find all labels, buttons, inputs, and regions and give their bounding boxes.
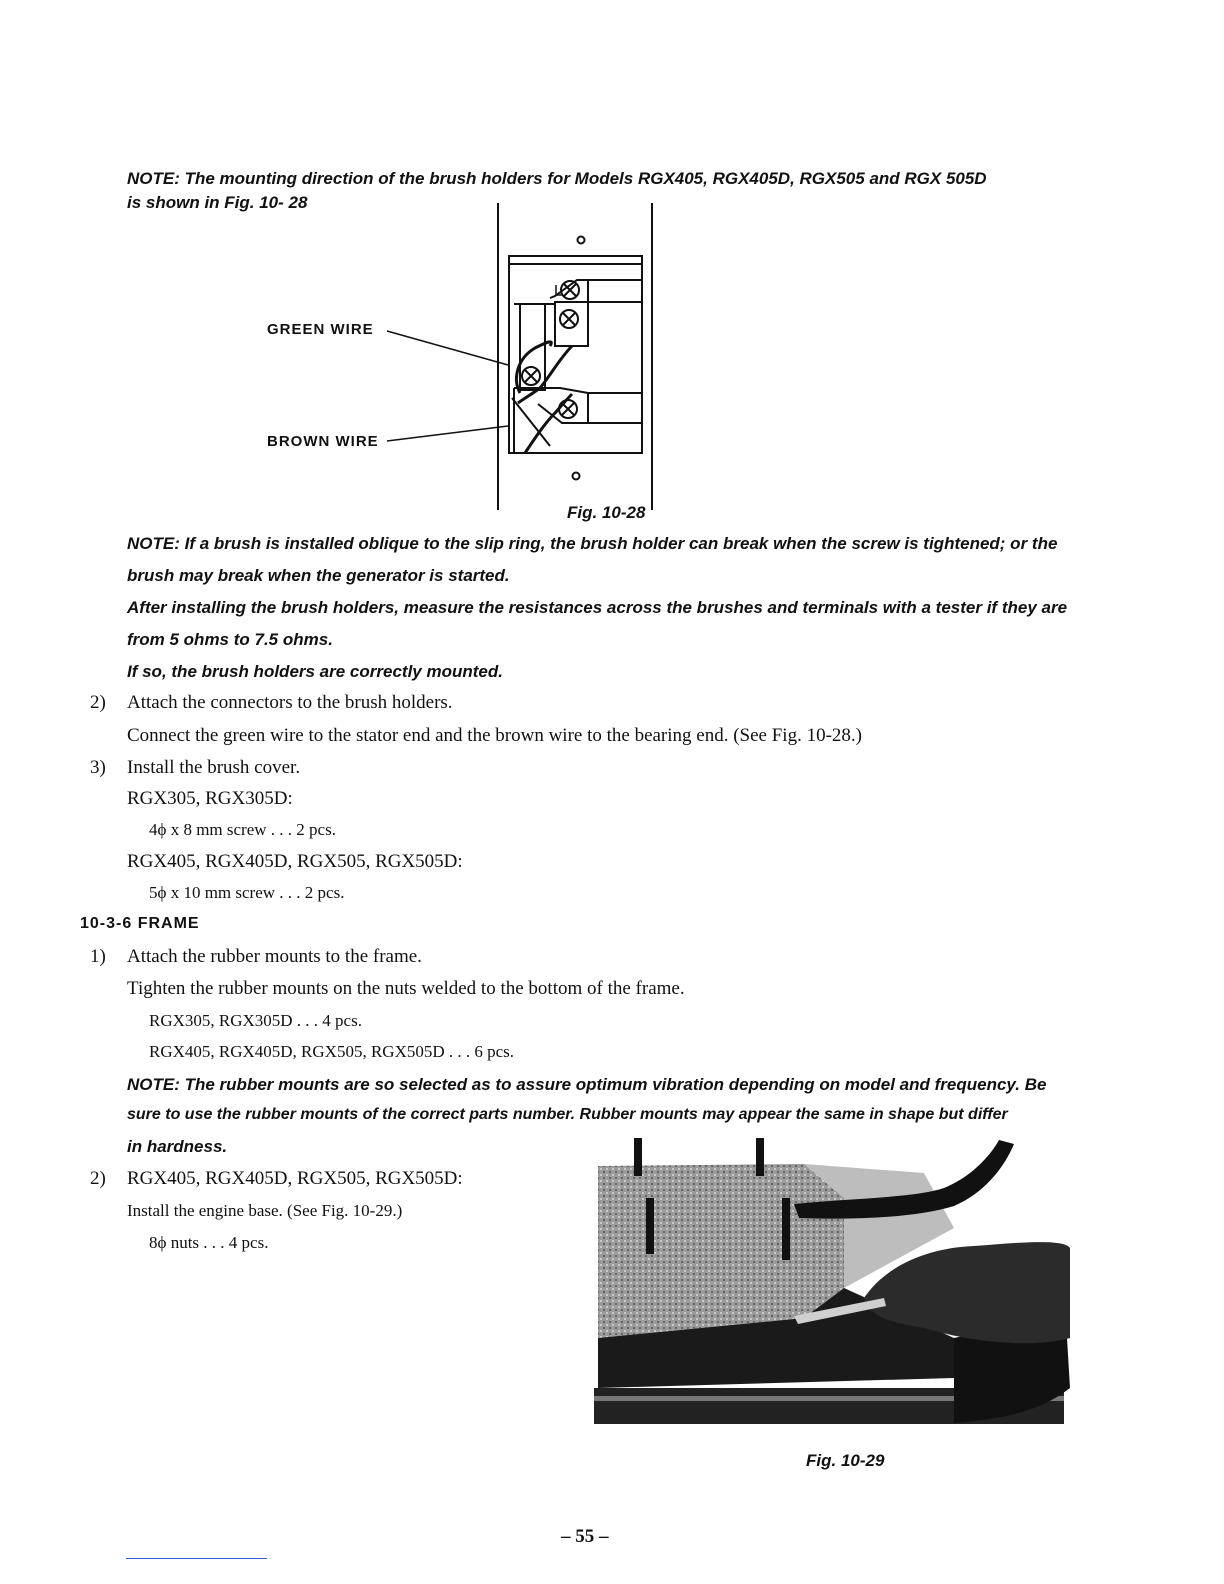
step-number: 3): [90, 757, 106, 778]
note-oblique-brush-line1: NOTE: If a brush is installed oblique to the slip ring, the brush holder can break when the screw is tightened; or the: [127, 534, 1058, 553]
note-rubber-mounts-line1: NOTE: The rubber mounts are so selected as to assure optimum vibration depending on model and frequency. Be: [127, 1075, 1047, 1094]
page-number: – 55 –: [561, 1526, 609, 1547]
note-mounting-direction-line1: NOTE: The mounting direction of the brush holders for Models RGX405, RGX405D, RGX505 and RGX 505D: [127, 169, 987, 188]
step-install-engine-base: Install the engine base. (See Fig. 10-29.): [127, 1201, 403, 1220]
section-heading-frame: 10-3-6 FRAME: [80, 915, 200, 932]
rubber-mount-count-rgx305: RGX305, RGX305D . . . 4 pcs.: [149, 1011, 362, 1030]
brush-holder-diagram: [250, 198, 670, 528]
step-attach-connectors: Attach the connectors to the brush holders.: [127, 692, 453, 713]
step-number: 1): [90, 946, 106, 967]
footer-rule: [126, 1558, 267, 1559]
step-tighten-rubber-mounts: Tighten the rubber mounts on the nuts welded to the bottom of the frame.: [127, 978, 685, 999]
note-correctly-mounted: If so, the brush holders are correctly mounted.: [127, 662, 503, 681]
screw-spec-5mm: 5ϕ x 10 mm screw . . . 2 pcs.: [149, 883, 345, 902]
step-install-brush-cover: Install the brush cover.: [127, 757, 301, 778]
screw-spec-4mm: 4ϕ x 8 mm screw . . . 2 pcs.: [149, 820, 336, 839]
step-attach-rubber-mounts: Attach the rubber mounts to the frame.: [127, 946, 422, 967]
figure-10-28-caption: Fig. 10-28: [567, 503, 646, 522]
model-list-rgx305: RGX305, RGX305D:: [127, 788, 293, 809]
note-oblique-brush-line2: brush may break when the generator is started.: [127, 566, 510, 585]
rubber-mount-count-rgx405: RGX405, RGX405D, RGX505, RGX505D . . . 6 pcs.: [149, 1042, 515, 1061]
note-rubber-mounts-line2: sure to use the rubber mounts of the correct parts number. Rubber mounts may appear the same in shape but differ: [127, 1106, 1008, 1123]
step-connect-wires: Connect the green wire to the stator end and the brown wire to the bearing end. (See Fig. 10-28.): [127, 725, 862, 746]
brown-wire-label: BROWN WIRE: [267, 433, 379, 450]
green-wire-label: GREEN WIRE: [267, 321, 374, 338]
figure-10-29-caption: Fig. 10-29: [806, 1451, 885, 1470]
step-number: 2): [90, 692, 106, 713]
model-list-rgx405: RGX405, RGX405D, RGX505, RGX505D:: [127, 851, 463, 872]
engine-base-photo: [594, 1138, 1072, 1434]
step-number: 2): [90, 1168, 106, 1189]
model-list-engine-base: RGX405, RGX405D, RGX505, RGX505D:: [127, 1168, 463, 1189]
note-resistance-line2: from 5 ohms to 7.5 ohms.: [127, 630, 333, 649]
note-rubber-mounts-line3: in hardness.: [127, 1137, 228, 1156]
nut-spec-8mm: 8ϕ nuts . . . 4 pcs.: [149, 1233, 269, 1252]
note-resistance-line1: After installing the brush holders, measure the resistances across the brushes and terminals with a tester if they are: [127, 598, 1068, 617]
note-mounting-direction-line2: is shown in Fig. 10- 28: [127, 193, 308, 212]
